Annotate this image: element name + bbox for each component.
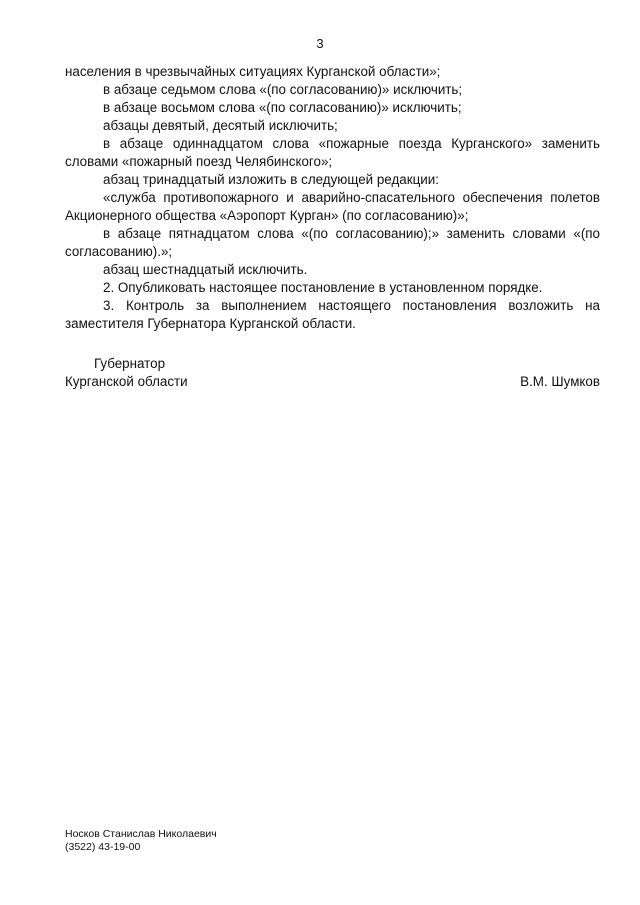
signatory-title-line-2: Курганской области xyxy=(65,374,188,389)
signature-block xyxy=(65,355,600,391)
paragraph-6: абзац тринадцатый изложить в следующей редакции: xyxy=(103,172,439,187)
executor-phone: (3522) 43-19-00 xyxy=(65,841,141,853)
executor-footer xyxy=(65,828,217,854)
signature-row xyxy=(65,373,600,391)
signatory-name: В.М. Шумков xyxy=(520,374,600,389)
executor-name: Носков Станислав Николаевич xyxy=(65,828,217,840)
paragraph-10: 2. Опубликовать настоящее постановление в установленном порядке. xyxy=(103,280,543,295)
paragraph-11: 3. Контроль за выполнением настоящего постановления возложить на заместителя Губернатора Курганской области. xyxy=(65,298,600,331)
paragraph-2: в абзаце седьмом слова «(по согласованию)» исключить; xyxy=(103,82,463,97)
page-number: 3 xyxy=(316,36,324,51)
document-body xyxy=(65,63,600,333)
paragraph-5: в абзаце одиннадцатом слова «пожарные поезда Курганского» заменить словами «пожарный поезд Челябинского»; xyxy=(65,136,600,169)
paragraph-3: в абзаце восьмом слова «(по согласованию)» исключить; xyxy=(103,100,462,115)
signatory-title-line-1: Губернатор xyxy=(94,356,166,371)
paragraph-4: абзацы девятый, десятый исключить; xyxy=(103,118,338,133)
paragraph-9: абзац шестнадцатый исключить. xyxy=(103,262,308,277)
paragraph-1: населения в чрезвычайных ситуациях Курганской области»; xyxy=(65,64,441,79)
paragraph-8: в абзаце пятнадцатом слова «(по согласованию);» заменить словами «(по согласованию).»; xyxy=(65,226,600,259)
paragraph-7: «служба противопожарного и аварийно-спасательного обеспечения полетов Акционерного общества «Аэропорт Курган» (по согласованию)»; xyxy=(65,190,600,223)
